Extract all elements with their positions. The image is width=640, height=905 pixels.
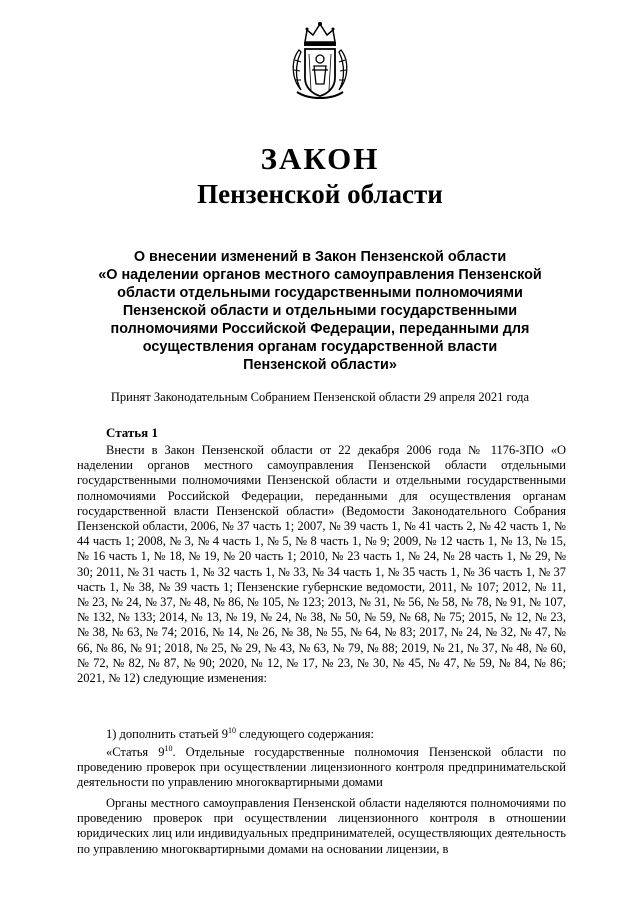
subject-line: Пензенской области и отдельными государственными <box>122 303 518 319</box>
adoption-note: Принят Законодательным Собранием Пензенской области 29 апреля 2021 года <box>110 390 530 404</box>
quoted-article-heading <box>77 745 566 791</box>
subject-line: осуществления органам государственной власти <box>142 339 498 355</box>
article-intro-paragraph <box>77 443 566 686</box>
document-title: ЗАКОН <box>260 141 380 176</box>
organs-paragraph-text: Органы местного самоуправления Пензенской области наделяются полномочиями по проведению проверок при осуществлении лицензионного контроля в отношении юридических лиц или индивидуальных предпринимателей, осуществляющих деятельность по управлению многоквартирными домами на основании лицензии, в <box>77 796 566 856</box>
item-1-superscript: 10 <box>228 725 236 735</box>
document-subtitle: Пензенской области <box>197 179 443 209</box>
item-1-prefix: 1) дополнить статьей 9 <box>106 727 228 741</box>
law-subject-heading <box>60 248 580 374</box>
item-1-suffix: следующего содержания: <box>236 727 374 741</box>
subject-line: Пензенской области» <box>243 357 397 373</box>
subject-line: полномочиями Российской Федерации, переданными для <box>110 321 530 337</box>
quote-superscript: 10 <box>164 743 173 753</box>
subject-line: О внесении изменений в Закон Пензенской области <box>133 249 507 265</box>
subject-line: «О наделении органов местного самоуправления Пензенской <box>98 267 542 283</box>
quote-prefix: «Статья 9 <box>106 745 165 759</box>
quote-suffix: . Отдельные государственные полномочия Пензенской области по проведению проверок при осуществлении лицензионного контроля предпринимательской деятельности по управлению многоквартирными домами <box>77 745 566 790</box>
amendment-item-1 <box>77 727 566 742</box>
coat-of-arms-emblem <box>285 20 355 102</box>
quoted-article-text <box>77 745 566 791</box>
organs-paragraph <box>77 796 566 857</box>
amendment-item-1-text <box>77 727 566 742</box>
subject-line: области отдельными государственными полномочиями <box>117 285 523 301</box>
article-heading: Статья 1 <box>106 425 158 440</box>
article-intro-text: Внести в Закон Пензенской области от 22 декабря 2006 года № 1176-ЗПО «О наделении органов местного самоуправления Пензенской области отдельными государственными полномочиями Пензенской области и отдельными государственными полномочиями Российской Федерации, переданными для осуществления органам государственной власти Пензенской области» (Ведомости Законодательного Собрания Пензенской области, 2006, № 37 часть 1; 2007, № 39 часть 1, № 41 часть 2, № 42 часть 1, № 44 часть 1; 2008, № 3, № 4 часть 1, № 5, № 8 часть 1, № 9; 2009, № 12 часть 1, № 13, № 15, № 16 часть 1, № 18, № 19, № 20 часть 1; 2010, № 23 часть 1, № 24, № 28 часть 1, № 29, № 30; 2011, № 31 часть 1, № 32 часть 1, № 33, № 34 часть 1, № 35 часть 1, № 36 часть 1, № 37 часть 1, № 38, № 39 часть 1; Пензенские губернские ведомости, 2011, № 107; 2012, № 11, № 23, № 24, № 37, № 48, № 86, № 105, № 123; 2013, № 31, № 56, № 58, № 78, № 91, № 107, № 132, № 133; 2014, № 13, № 19, № 24, № 38, № 50, № 59, № 68, № 75; 2015, № 12, № 23, № 38, № 63, № 74; 2016, № 14, № 26, № 38, № 55, № 64, № 83; 2017, № 24, № 32, № 47, № 66, № 86, № 91; 2018, № 25, № 29, № 43, № 63, № 79, № 88; 2019, № 21, № 37, № 48, № 60, № 72, № 82, № 87, № 90; 2020, № 12, № 17, № 23, № 30, № 45, № 47, № 59, № 84, № 86; 2021, № 12) следующие изменения: <box>77 443 566 686</box>
